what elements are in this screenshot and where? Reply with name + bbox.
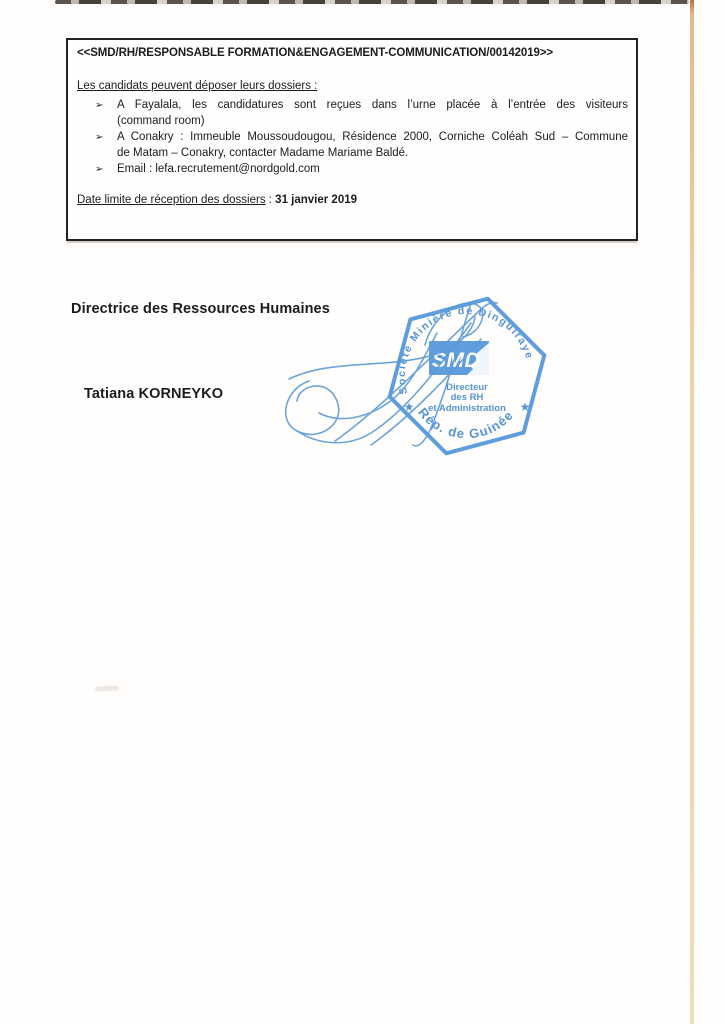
signature-stroke	[413, 303, 471, 446]
scan-smudge	[95, 685, 119, 691]
bullet-text-line: A Conakry : Immeuble Moussoudougou, Résidence 2000, Corniche Coléah Sud – Commune	[117, 131, 628, 143]
arrow-bullet-icon: ➢	[95, 100, 104, 111]
stamp-country-arc: Rép. de Guinée	[415, 404, 517, 442]
deadline-separator: :	[265, 194, 276, 206]
signatory-name: Tatiana KORNEYKO	[84, 386, 224, 402]
scan-artifact-top-edge	[55, 0, 689, 4]
bullet-text-line email-text: Email : lefa.recrutement@nordgold.com	[117, 163, 320, 175]
arrow-bullet-icon: ➢	[95, 132, 104, 143]
signature-stroke	[289, 317, 475, 379]
stamp-star-right-icon: ★	[519, 400, 531, 414]
deadline-label: Date limite de réception des dossiers	[77, 194, 266, 206]
list-item	[95, 129, 628, 161]
stamp-role-line1: Directeur	[446, 382, 488, 393]
dossier-bullet-list	[95, 97, 628, 178]
stamp-logo-text: SMD	[432, 349, 481, 372]
bullet-text-line: de Matam – Conakry, contacter Madame Mariame Baldé.	[117, 147, 409, 159]
deadline-line	[77, 192, 357, 208]
list-item	[95, 97, 628, 129]
signatory-title: Directrice des Ressources Humaines	[71, 301, 330, 317]
stamp-role-line3: et Administration	[428, 403, 506, 414]
job-reference-code: <<SMD/RH/RESPONSABLE FORMATION&ENGAGEMENT-COMMUNICATION/00142019>>	[77, 47, 554, 59]
stamp-role-line2: des RH	[450, 392, 484, 403]
bullet-text-line: A Fayalala, les candidatures sont reçues dans l’urne placée à l’entrée des visiteurs	[117, 99, 628, 111]
notice-box	[66, 38, 638, 241]
deadline-value: 31 janvier 2019	[275, 194, 358, 206]
scan-artifact-right-edge	[690, 0, 694, 1024]
arrow-bullet-icon: ➢	[95, 164, 104, 175]
list-item	[95, 161, 628, 178]
stamp-org-name-arc: Société Minière de Dinguiraye	[395, 304, 536, 396]
signature-stroke	[297, 323, 471, 443]
signature-stroke	[286, 381, 339, 434]
dossier-intro-line: Les candidats peuvent déposer leurs dossiers :	[77, 80, 318, 92]
handwritten-signature	[275, 293, 535, 463]
stamp-star-left-icon: ★	[403, 400, 415, 414]
bullet-text-line: (command room)	[117, 115, 205, 127]
